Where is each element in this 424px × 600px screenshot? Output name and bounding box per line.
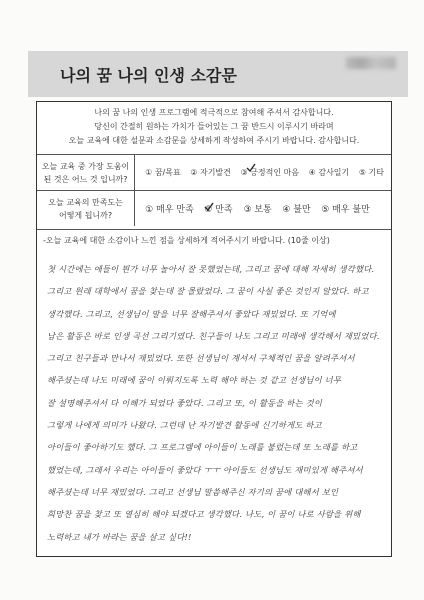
question-1-label [37, 155, 135, 191]
essay-heading: -오늘 교육에 대한 소감이나 느낀 점을 상세하게 적어주시기 바랍니다. (10줄 이상) [43, 236, 330, 245]
option-4[interactable]: ④ 감사일기 [308, 168, 350, 177]
handwritten-line: 희망찬 꿈을 찾고 또 열심히 해야 되겠다고 생각했다. 나도, 이 꿈이 나로 사람을 위해 [47, 509, 361, 520]
handwritten-response [47, 258, 383, 548]
question-1-label-line: 된 것은 어느 것 입니까? [43, 174, 128, 184]
question-row-2 [37, 191, 391, 227]
question-2-label-line: 어떻게 됩니까? [58, 210, 113, 220]
option-3[interactable] [240, 168, 301, 177]
handwritten-line: 아이들이 좋아하기도 했다. 그 프로그램에 아이들이 노래를 불렀는데 또 노래를 하고 [47, 442, 358, 453]
handwritten-line: 그리고 친구들과 만나서 재밌었다. 또한 선생님이 계셔서 구체적인 꿈을 알려주셔서 [47, 353, 355, 364]
handwritten-line: 남은 활동은 바로 인생 곡선 그리기였다. 친구들이 나도 그리고 미래에 생각해서 재밌었다. [47, 330, 380, 341]
intro-line: 당신이 간절히 원하는 가치가 들어있는 그 꿈 반드시 이루시기 바라며 [94, 122, 334, 131]
question-1-options [135, 155, 391, 191]
page-title: 나의 꿈 나의 인생 소감문 [60, 66, 237, 85]
option-2[interactable] [204, 205, 235, 215]
option-3[interactable]: ③ 보통 [243, 205, 272, 215]
intro-line: 오늘 교육에 대한 설문과 소감문을 상세하게 작성하여 주시기 바랍니다. 감사합니다. [68, 136, 360, 145]
handwritten-line: 잘 설명해주셔서 다 이해가 되었다 좋았다. 그리고 또, 이 활동을 하는 것이 [47, 397, 323, 408]
handwritten-line: 그렇게 나에게 의미가 나왔다. 그런데 난 자기발견 활동에 신기하게도 하고 [47, 420, 322, 431]
handwritten-line: 생각했다. 그리고, 선생님이 말을 너무 잘해주셔서 좋았다 재밌었다. 또 기억에 [47, 308, 336, 319]
handwritten-line: 해주셨는데 나도 미래에 꿈이 이뤄지도록 노력 해야 하는 것 같고 선생님이 너무 [47, 375, 342, 386]
option-1[interactable]: ① 매우 만족 [145, 205, 194, 215]
question-table [37, 154, 391, 226]
question-row-1 [37, 155, 391, 191]
handwritten-line: 그리고 원래 대학에서 꿈을 찾는데 잘 몰랐었다. 그 꿈이 사실 좋은 것인지 알았다. 하고 [47, 286, 369, 297]
question-2-label [37, 191, 135, 227]
option-1[interactable]: ① 꿈/목표 [145, 168, 181, 177]
option-5[interactable]: ⑤ 기타 [358, 168, 384, 177]
blurred-logo [346, 57, 396, 69]
essay-section [37, 229, 391, 557]
question-2-options [135, 191, 391, 227]
intro-line: 나의 꿈 나의 인생 프로그램에 적극적으로 참여해 주셔서 감사합니다. [94, 108, 334, 117]
question-1-label-line: 오늘 교육 중 가장 도움이 [41, 161, 130, 171]
handwritten-line: 첫 시간에는 애들이 뭔가 너무 놀아서 잘 못했었는데, 그리고 꿈에 대해 자세히 생각했다. [47, 264, 375, 274]
option-3-label: ③ 긍정적인 마음 [240, 168, 300, 177]
option-2[interactable]: ② 자기발견 [190, 168, 231, 177]
survey-form [36, 101, 392, 557]
handwritten-line: 노력하고 내가 바라는 꿈을 살고 싶다!! [47, 531, 192, 542]
question-2-label-line: 오늘 교육의 만족도는 [48, 197, 123, 207]
intro-text [37, 106, 391, 148]
handwritten-line: 했었는데, 그래서 우리는 아이들이 좋았다 ㅜㅜ 아이들도 선생님도 재미있게 해주셔서 [47, 464, 363, 475]
option-2-label: ② 만족 [204, 205, 233, 215]
option-4[interactable]: ④ 불만 [282, 205, 311, 215]
option-5[interactable]: ⑤ 매우 불만 [321, 205, 370, 215]
handwritten-line: 해주셨는데 너무 재밌었다. 그리고 선생님 말씀해주신 자기의 꿈에 대해서 보인 [47, 486, 339, 497]
